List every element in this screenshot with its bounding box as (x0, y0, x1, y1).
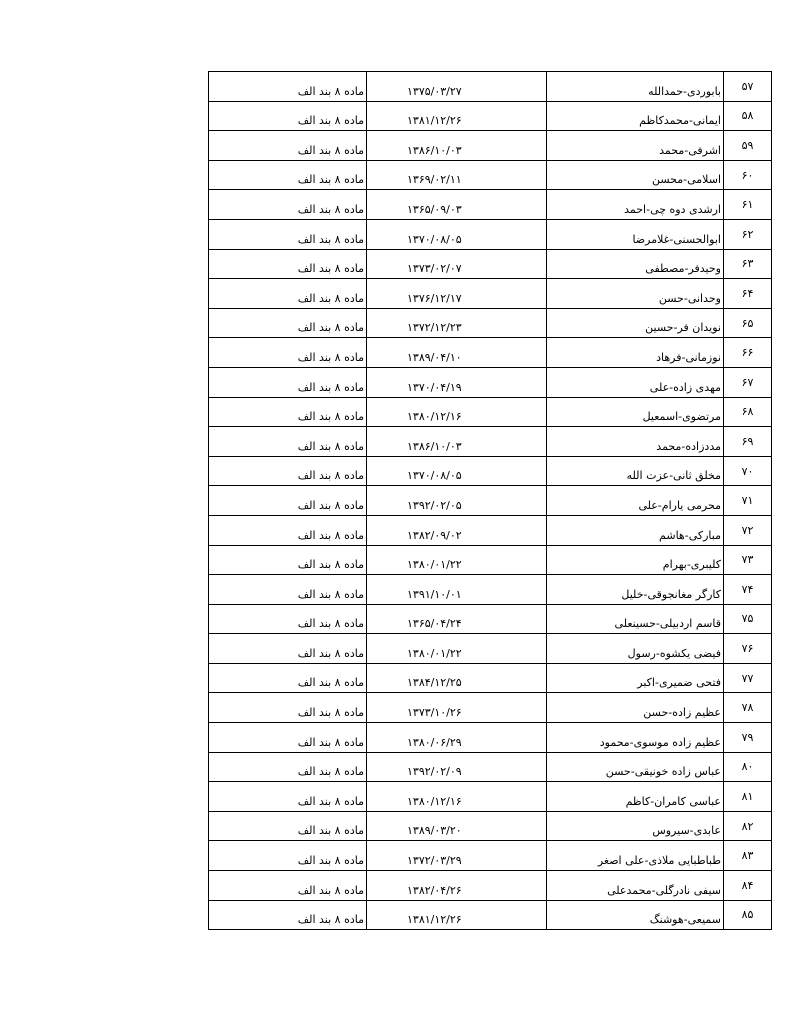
table-row (209, 545, 772, 575)
date-text: ۱۳۶۹/۰۲/۱۱ (407, 173, 462, 187)
table-row (209, 367, 772, 397)
table-row (209, 456, 772, 486)
person-name-cell (547, 545, 724, 575)
date-cell (367, 782, 547, 812)
article-text: ماده ۸ بند الف (297, 824, 364, 838)
article-cell (209, 575, 367, 605)
date-cell (367, 663, 547, 693)
article-text: ماده ۸ بند الف (297, 202, 364, 216)
article-text: ماده ۸ بند الف (297, 291, 364, 305)
article-cell (209, 397, 367, 427)
date-cell (367, 308, 547, 338)
article-text: ماده ۸ بند الف (297, 794, 364, 808)
person-name-text: سمیعی-هوشنگ (649, 913, 721, 927)
person-name-cell (547, 900, 724, 930)
date-cell (367, 427, 547, 457)
date-text: ۱۳۸۴/۱۲/۲۵ (407, 676, 462, 690)
date-text: ۱۳۸۰/۰۱/۲۲ (407, 646, 462, 660)
table-row (209, 131, 772, 161)
person-name-cell (547, 219, 724, 249)
person-name-cell (547, 427, 724, 457)
table-row (209, 427, 772, 457)
article-text: ماده ۸ بند الف (297, 676, 364, 690)
date-cell (367, 279, 547, 309)
person-name-cell (547, 752, 724, 782)
article-text: ماده ۸ بند الف (297, 528, 364, 542)
article-text: ماده ۸ بند الف (297, 114, 364, 128)
row-number-cell: ۸۰ (724, 752, 772, 782)
person-name-cell (547, 308, 724, 338)
article-cell (209, 723, 367, 753)
date-text: ۱۳۷۶/۱۲/۱۷ (407, 291, 462, 305)
table-row (209, 308, 772, 338)
person-name-text: مخلق ثانی-عزت الله (626, 469, 721, 483)
date-text: ۱۳۷۵/۰۳/۲۷ (407, 84, 462, 98)
person-name-text: فتحی ضمیری-اکبر (637, 676, 721, 690)
date-text: ۱۳۸۲/۰۹/۰۲ (407, 528, 462, 542)
row-number-cell: ۵۸ (724, 101, 772, 131)
date-text: ۱۳۶۵/۰۹/۰۳ (407, 202, 462, 216)
table-row (209, 160, 772, 190)
date-text: ۱۳۷۲/۰۳/۲۹ (407, 854, 462, 868)
table-row (209, 604, 772, 634)
row-number-cell: ۵۹ (724, 131, 772, 161)
row-number-cell: ۷۵ (724, 604, 772, 634)
article-text: ماده ۸ بند الف (297, 854, 364, 868)
article-text: ماده ۸ بند الف (297, 143, 364, 157)
row-number-cell: ۸۵ (724, 900, 772, 930)
article-cell (209, 427, 367, 457)
article-text: ماده ۸ بند الف (297, 646, 364, 660)
person-name-text: بابوردی-حمدالله (648, 84, 721, 98)
article-cell (209, 663, 367, 693)
article-text: ماده ۸ بند الف (297, 587, 364, 601)
article-cell (209, 249, 367, 279)
row-number-cell: ۸۴ (724, 871, 772, 901)
date-cell (367, 367, 547, 397)
date-text: ۱۳۸۲/۰۴/۲۶ (407, 883, 462, 897)
article-cell (209, 72, 367, 102)
date-text: ۱۳۸۰/۱۲/۱۶ (407, 794, 462, 808)
person-name-cell (547, 101, 724, 131)
article-text: ماده ۸ بند الف (297, 173, 364, 187)
table-row (209, 219, 772, 249)
table-row (209, 486, 772, 516)
row-number-cell: ۶۷ (724, 367, 772, 397)
person-name-text: وحیدفر-مصطفی (645, 262, 721, 276)
article-text: ماده ۸ بند الف (297, 84, 364, 98)
person-name-cell (547, 249, 724, 279)
row-number-cell: ۶۱ (724, 190, 772, 220)
date-cell (367, 575, 547, 605)
person-name-cell (547, 841, 724, 871)
article-cell (209, 131, 367, 161)
date-text: ۱۳۷۲/۱۲/۲۳ (407, 321, 462, 335)
article-cell (209, 456, 367, 486)
date-text: ۱۳۷۰/۰۸/۰۵ (407, 232, 462, 246)
article-cell (209, 308, 367, 338)
date-text: ۱۳۸۱/۱۲/۲۶ (407, 913, 462, 927)
table-row (209, 249, 772, 279)
table-row (209, 338, 772, 368)
row-number-cell: ۷۰ (724, 456, 772, 486)
person-name-cell (547, 397, 724, 427)
row-number-cell: ۸۲ (724, 811, 772, 841)
article-text: ماده ۸ بند الف (297, 380, 364, 394)
date-text: ۱۳۹۲/۰۲/۰۵ (407, 498, 462, 512)
table-row (209, 782, 772, 812)
person-name-cell (547, 723, 724, 753)
date-cell (367, 486, 547, 516)
person-name-text: نوزمانی-فرهاد (656, 350, 721, 364)
person-name-cell (547, 190, 724, 220)
date-text: ۱۳۹۱/۱۰/۰۱ (407, 587, 462, 601)
row-number-cell: ۷۱ (724, 486, 772, 516)
date-text: ۱۳۸۰/۰۶/۲۹ (407, 735, 462, 749)
date-text: ۱۳۸۰/۱۲/۱۶ (407, 410, 462, 424)
date-cell (367, 545, 547, 575)
table-row (209, 72, 772, 102)
person-name-text: محرمی یارام-علی (638, 498, 721, 512)
row-number-cell: ۷۶ (724, 634, 772, 664)
row-number-cell: ۷۸ (724, 693, 772, 723)
person-name-cell (547, 634, 724, 664)
article-cell (209, 634, 367, 664)
person-name-cell (547, 486, 724, 516)
date-text: ۱۳۸۰/۰۱/۲۲ (407, 558, 462, 572)
article-cell (209, 841, 367, 871)
person-name-text: کلیبری-بهرام (662, 558, 721, 572)
person-name-cell (547, 160, 724, 190)
person-name-text: اشرفی-محمد (659, 143, 721, 157)
date-cell (367, 900, 547, 930)
person-name-text: ابوالحسنی-غلامرضا (632, 232, 721, 246)
date-cell (367, 338, 547, 368)
table-row (209, 279, 772, 309)
date-cell (367, 871, 547, 901)
row-number-cell: ۷۴ (724, 575, 772, 605)
table-row (209, 575, 772, 605)
article-cell (209, 693, 367, 723)
article-cell (209, 486, 367, 516)
date-text: ۱۳۸۶/۱۰/۰۳ (407, 143, 462, 157)
row-number-cell: ۶۵ (724, 308, 772, 338)
article-text: ماده ۸ بند الف (297, 735, 364, 749)
person-name-cell (547, 871, 724, 901)
row-number-cell: ۶۳ (724, 249, 772, 279)
article-cell (209, 900, 367, 930)
person-name-text: سیفی نادرگلی-محمدعلی (607, 883, 721, 897)
table-row (209, 841, 772, 871)
article-text: ماده ۸ بند الف (297, 706, 364, 720)
date-text: ۱۳۸۹/۰۴/۱۰ (407, 350, 462, 364)
table-row (209, 871, 772, 901)
person-name-text: ارشدی دوه چی-احمد (624, 202, 721, 216)
article-cell (209, 515, 367, 545)
date-cell (367, 131, 547, 161)
person-name-text: عظیم زاده-حسن (643, 706, 721, 720)
date-text: ۱۳۹۲/۰۲/۰۹ (407, 765, 462, 779)
person-name-text: عباسی کامران-کاظم (625, 794, 721, 808)
person-name-cell (547, 515, 724, 545)
person-name-text: اسلامی-محسن (651, 173, 721, 187)
person-name-text: مهدی زاده-علی (649, 380, 721, 394)
date-text: ۱۳۸۹/۰۳/۲۰ (407, 824, 462, 838)
person-name-cell (547, 72, 724, 102)
date-cell (367, 515, 547, 545)
records-table (208, 71, 772, 930)
date-cell (367, 190, 547, 220)
table-row (209, 900, 772, 930)
date-cell (367, 752, 547, 782)
date-text: ۱۳۷۰/۰۴/۱۹ (407, 380, 462, 394)
table-row (209, 693, 772, 723)
article-cell (209, 811, 367, 841)
row-number-cell: ۷۳ (724, 545, 772, 575)
date-cell (367, 634, 547, 664)
article-cell (209, 101, 367, 131)
person-name-text: قاسم اردبیلی-حسینعلی (614, 617, 721, 631)
article-cell (209, 338, 367, 368)
table-row (209, 723, 772, 753)
article-text: ماده ۸ بند الف (297, 558, 364, 572)
person-name-cell (547, 456, 724, 486)
article-cell (209, 160, 367, 190)
date-cell (367, 219, 547, 249)
article-cell (209, 219, 367, 249)
person-name-cell (547, 782, 724, 812)
person-name-cell (547, 575, 724, 605)
date-text: ۱۳۷۳/۱۰/۲۶ (407, 706, 462, 720)
article-text: ماده ۸ بند الف (297, 439, 364, 453)
date-cell (367, 456, 547, 486)
person-name-text: وحدانی-حسن (658, 291, 721, 305)
date-text: ۱۳۷۳/۰۲/۰۷ (407, 262, 462, 276)
row-number-cell: ۵۷ (724, 72, 772, 102)
article-text: ماده ۸ بند الف (297, 321, 364, 335)
article-text: ماده ۸ بند الف (297, 232, 364, 246)
table-row (209, 811, 772, 841)
table-row (209, 101, 772, 131)
date-cell (367, 101, 547, 131)
table-row (209, 515, 772, 545)
person-name-text: عابدی-سیروس (652, 824, 721, 838)
article-text: ماده ۸ بند الف (297, 350, 364, 364)
table-row (209, 190, 772, 220)
person-name-text: طباطبایی ملاذی-علی اصغر (597, 854, 721, 868)
row-number-cell: ۶۸ (724, 397, 772, 427)
article-cell (209, 752, 367, 782)
person-name-text: ایمانی-محمدکاظم (639, 114, 721, 128)
date-text: ۱۳۷۰/۰۸/۰۵ (407, 469, 462, 483)
row-number-cell: ۸۳ (724, 841, 772, 871)
article-cell (209, 782, 367, 812)
row-number-cell: ۶۹ (724, 427, 772, 457)
row-number-cell: ۶۴ (724, 279, 772, 309)
person-name-cell (547, 279, 724, 309)
person-name-cell (547, 338, 724, 368)
row-number-cell: ۷۲ (724, 515, 772, 545)
records-table-body (209, 72, 772, 930)
row-number-cell: ۶۰ (724, 160, 772, 190)
date-text: ۱۳۶۵/۰۴/۲۴ (407, 617, 462, 631)
table-row (209, 397, 772, 427)
article-text: ماده ۸ بند الف (297, 883, 364, 897)
date-cell (367, 397, 547, 427)
person-name-cell (547, 604, 724, 634)
person-name-cell (547, 663, 724, 693)
person-name-text: نویدان فر-حسین (645, 321, 721, 335)
person-name-text: عباس زاده خونیقی-حسن (605, 765, 721, 779)
article-cell (209, 367, 367, 397)
table-row (209, 752, 772, 782)
article-text: ماده ۸ بند الف (297, 765, 364, 779)
person-name-text: مبارکی-هاشم (659, 528, 721, 542)
article-text: ماده ۸ بند الف (297, 498, 364, 512)
row-number-cell: ۷۷ (724, 663, 772, 693)
date-cell (367, 723, 547, 753)
article-text: ماده ۸ بند الف (297, 469, 364, 483)
row-number-cell: ۸۱ (724, 782, 772, 812)
person-name-cell (547, 131, 724, 161)
article-text: ماده ۸ بند الف (297, 262, 364, 276)
table-row (209, 663, 772, 693)
article-cell (209, 279, 367, 309)
date-cell (367, 72, 547, 102)
article-cell (209, 545, 367, 575)
article-cell (209, 871, 367, 901)
date-cell (367, 811, 547, 841)
date-text: ۱۳۸۱/۱۲/۲۶ (407, 114, 462, 128)
article-text: ماده ۸ بند الف (297, 913, 364, 927)
table-row (209, 634, 772, 664)
person-name-cell (547, 811, 724, 841)
person-name-text: کارگر مغانجوقی-خلیل (621, 587, 721, 601)
date-cell (367, 841, 547, 871)
date-cell (367, 160, 547, 190)
person-name-text: فیضی یکشوه-رسول (627, 646, 721, 660)
row-number-cell: ۷۹ (724, 723, 772, 753)
article-text: ماده ۸ بند الف (297, 410, 364, 424)
person-name-text: مرتضوی-اسمعیل (642, 410, 721, 424)
date-cell (367, 604, 547, 634)
article-cell (209, 604, 367, 634)
person-name-text: عظیم زاده موسوی-محمود (599, 735, 721, 749)
article-cell (209, 190, 367, 220)
row-number-cell: ۶۶ (724, 338, 772, 368)
date-text: ۱۳۸۶/۱۰/۰۳ (407, 439, 462, 453)
person-name-text: مددزاده-محمد (656, 439, 721, 453)
article-text: ماده ۸ بند الف (297, 617, 364, 631)
row-number-cell: ۶۲ (724, 219, 772, 249)
date-cell (367, 249, 547, 279)
date-cell (367, 693, 547, 723)
person-name-cell (547, 693, 724, 723)
person-name-cell (547, 367, 724, 397)
